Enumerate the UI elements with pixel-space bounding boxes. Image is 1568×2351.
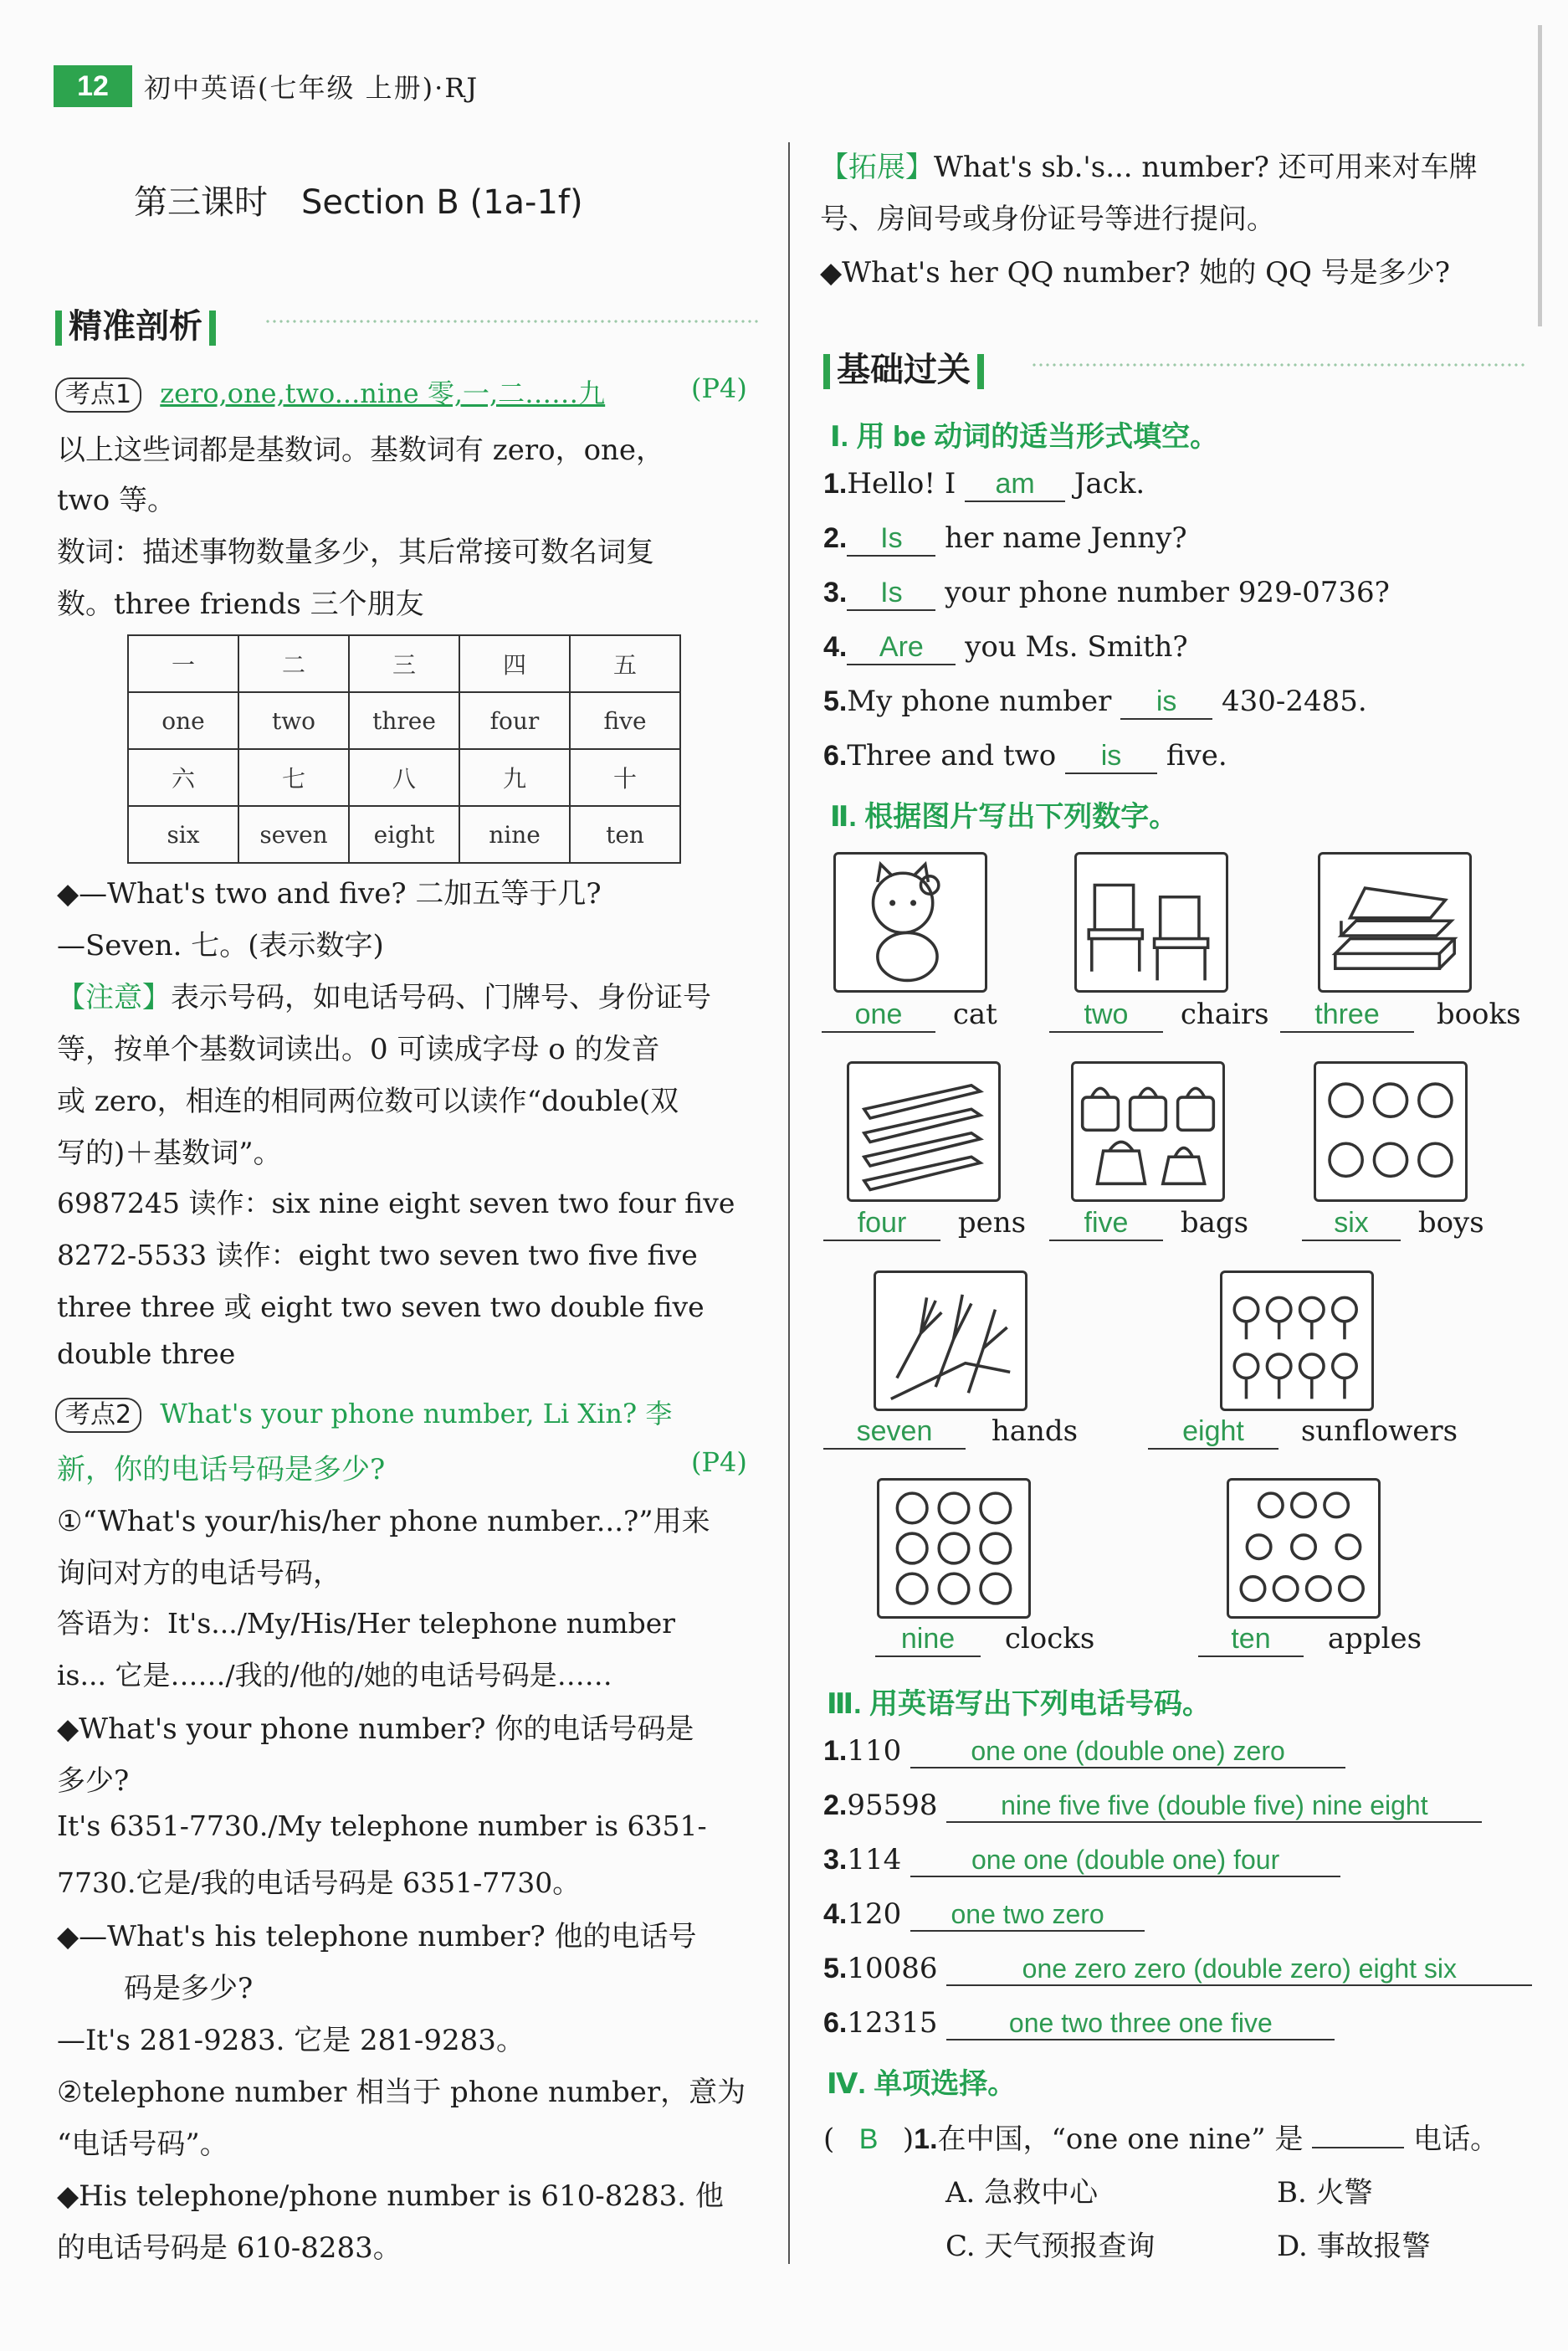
phone-number: 95598 [847, 1789, 938, 1822]
item-post: five. [1157, 739, 1227, 773]
page-number: 12 [54, 65, 132, 107]
picture-caption [1198, 1622, 1422, 1657]
picture-word: bags [1180, 1206, 1249, 1240]
picture-word: chairs [1180, 998, 1269, 1031]
item-number: 1. [823, 1735, 848, 1767]
chairs-picture [1074, 852, 1228, 993]
answer-blank[interactable]: one one (double one) four [910, 1845, 1340, 1877]
table-cell: 一 [128, 635, 238, 692]
note-line: 6987245 读作：six nine eight seven two four five [57, 1187, 735, 1219]
boys-picture [1314, 1061, 1468, 1202]
table-cell: seven [238, 806, 349, 863]
item-number: 3. [823, 1844, 848, 1876]
fill-item [823, 521, 1187, 557]
pens-picture [847, 1061, 1001, 1202]
picture-caption [823, 1206, 1026, 1241]
phone-number: 114 [847, 1843, 902, 1876]
question-stem: 在中国，“one one nine” 是 [937, 2123, 1304, 2156]
clocks-picture [877, 1478, 1031, 1619]
fill-item [823, 739, 1227, 774]
phone-item [823, 1734, 1345, 1768]
choice-answer[interactable]: B [858, 2123, 879, 2155]
table-cell: nine [459, 806, 570, 863]
text-line: ◆His telephone/phone number is 610-8283. 他 [57, 2179, 724, 2213]
apples-picture [1227, 1478, 1381, 1619]
kp2-tag: 考点2 [55, 1398, 141, 1433]
answer-blank[interactable]: Is [847, 522, 935, 557]
key-point-1 [55, 372, 605, 413]
item-number: 4. [823, 631, 848, 663]
picture-word: books [1436, 998, 1521, 1031]
answer-blank[interactable]: Is [847, 577, 935, 611]
table-cell: 七 [238, 749, 349, 806]
example-line: —Seven. 七。(表示数字) [57, 929, 384, 962]
phone-item [823, 1789, 1482, 1823]
item-post: Jack. [1065, 467, 1145, 500]
picture-word: boys [1417, 1206, 1484, 1240]
item-number: 5. [823, 1953, 848, 1984]
fill-item [823, 685, 1367, 720]
banner-analysis [55, 300, 758, 346]
bags-picture [1071, 1061, 1225, 1202]
answer-blank[interactable]: five [1049, 1207, 1163, 1241]
extension-text: What's sb.'s... number? 还可用来对车牌 [934, 151, 1478, 184]
book-title: 初中英语(七年级 上册)·RJ [144, 72, 479, 104]
text-line: two 等。 [57, 484, 177, 517]
picture-caption [823, 1414, 1078, 1450]
table-cell: 三 [349, 635, 459, 692]
picture-word: pens [957, 1206, 1027, 1240]
table-cell: two [238, 692, 349, 749]
picture-word: apples [1327, 1622, 1422, 1655]
kp1-title: zero,one,two...nine 零,一,二……九 [160, 377, 606, 409]
answer-blank[interactable]: one two zero [910, 1899, 1145, 1932]
item-number: 6. [823, 2007, 848, 2039]
kp1-tag: 考点1 [55, 377, 141, 413]
item-number: 2. [823, 1789, 848, 1821]
kp2-title: What's your phone number, Li Xin? 李 [160, 1398, 673, 1430]
extension-line: 号、房间号或身份证号等进行提问。 [820, 203, 1275, 236]
item-number: 6. [823, 740, 848, 772]
fill-item [823, 630, 1188, 665]
sunflowers-picture [1220, 1270, 1374, 1411]
section-3-title: Ⅲ. 用英语写出下列电话号码。 [827, 1688, 1212, 1720]
phone-item [823, 1843, 1340, 1877]
item-pre: Hello! I [847, 467, 966, 500]
paren-open: ( [823, 2123, 835, 2156]
table-cell: four [459, 692, 570, 749]
item-number: 5. [823, 685, 848, 717]
banner-text: 基础过关 [837, 351, 971, 389]
note-line: 8272-5533 读作：eight two seven two five five [57, 1239, 698, 1271]
page-edge [1538, 25, 1542, 326]
choice-question [823, 2116, 1499, 2157]
table-cell: 九 [459, 749, 570, 806]
item-post: 430-2485. [1212, 685, 1367, 718]
text-line: 询问对方的电话号码， [57, 1557, 341, 1590]
note-line: 写的)＋基数词”。 [57, 1137, 282, 1170]
answer-blank[interactable]: ten [1198, 1623, 1304, 1657]
text-line: ◆—What's his telephone number? 他的电话号 [57, 1920, 697, 1953]
table-cell: 八 [349, 749, 459, 806]
section-1-title: Ⅰ. 用 be 动词的适当形式填空。 [830, 421, 1219, 453]
answer-blank[interactable]: am [965, 468, 1065, 502]
item-post: your phone number 929-0736? [935, 576, 1390, 609]
table-cell: 六 [128, 749, 238, 806]
text-line: ②telephone number 相当于 phone number，意为 [57, 2076, 746, 2109]
cat-picture [833, 852, 987, 993]
answer-blank[interactable]: six [1302, 1207, 1401, 1241]
text-line: 的电话号码是 610-8283。 [57, 2231, 402, 2265]
extension-line [820, 144, 1478, 185]
text-line: “电话号码”。 [57, 2128, 228, 2161]
text-line: 答语为：It's.../My/His/Her telephone number [57, 1607, 676, 1640]
fill-item [823, 467, 1145, 502]
text-line: 多少? [57, 1764, 130, 1798]
option-b[interactable]: B. 火警 [1277, 2176, 1373, 2210]
item-number: 2. [823, 522, 848, 554]
phone-item [823, 1897, 1145, 1932]
note-line: 或 zero，相连的相同两位数可以读作“double(双 [57, 1085, 679, 1118]
text-line: is... 它是……/我的/他的/她的电话号码是…… [57, 1659, 612, 1691]
question-tail: 电话。 [1413, 2123, 1499, 2156]
column-divider [788, 142, 790, 2264]
fill-item [823, 576, 1390, 611]
phone-number: 120 [847, 1897, 902, 1931]
banner-text: 精准剖析 [69, 307, 202, 346]
books-picture [1318, 852, 1472, 993]
picture-caption [1148, 1414, 1458, 1450]
paren-close: ) [902, 2123, 915, 2156]
item-post: you Ms. Smith? [956, 630, 1188, 664]
answer-blank[interactable]: one two three one five [946, 2008, 1335, 2040]
item-number: 1. [914, 2123, 938, 2155]
kp2-title-cont: 新，你的电话号码是多少? [57, 1453, 386, 1486]
note-line: three three 或 eight two seven two double five [57, 1291, 705, 1323]
option-d[interactable]: D. 事故报警 [1277, 2230, 1431, 2263]
item-number: 4. [823, 1898, 848, 1930]
text-line: 以上这些词都是基数词。基数词有 zero，one， [57, 434, 665, 467]
phone-item [823, 1952, 1532, 1986]
banner-basics [823, 343, 1535, 389]
text-line: 数词：描述事物数量多少，其后常接可数名词复 [57, 536, 654, 569]
answer-blank[interactable]: seven [823, 1415, 966, 1450]
answer-blank[interactable]: is [1120, 685, 1212, 720]
table-cell: ten [570, 806, 680, 863]
table-cell: six [128, 806, 238, 863]
picture-caption [1049, 998, 1269, 1033]
text-line: 码是多少? [124, 1972, 254, 2005]
extension-tag: 【拓展】 [820, 151, 934, 184]
text-line: 7730.它是/我的电话号码是 6351-7730。 [57, 1866, 581, 1899]
phone-number: 110 [847, 1734, 902, 1768]
picture-caption [1280, 998, 1521, 1033]
text-line: —It's 281-9283. 它是 281-9283。 [57, 2024, 525, 2057]
phone-item [823, 2006, 1335, 2040]
text-line: 数。three friends 三个朋友 [57, 588, 424, 621]
table-cell: three [349, 692, 459, 749]
item-post: her name Jenny? [935, 521, 1187, 555]
text-line: ①“What's your/his/her phone number...?”用来 [57, 1505, 710, 1538]
picture-caption [1049, 1206, 1248, 1241]
text-line: ◆What's your phone number? 你的电话号码是 [57, 1712, 694, 1746]
table-cell: 四 [459, 635, 570, 692]
item-number: 1. [823, 468, 848, 500]
table-cell: 五 [570, 635, 680, 692]
kp1-ref: (P4) [691, 372, 747, 404]
answer-blank[interactable]: one zero zero (double zero) eight six [946, 1953, 1532, 1986]
hands-picture [874, 1270, 1027, 1411]
answer-blank[interactable]: is [1065, 740, 1157, 774]
example-line: ◆—What's two and five? 二加五等于几? [57, 877, 602, 911]
answer-blank[interactable]: one one (double one) zero [910, 1736, 1345, 1768]
note-line [57, 974, 711, 1015]
picture-caption [1302, 1206, 1484, 1241]
table-cell: one [128, 692, 238, 749]
table-cell: five [570, 692, 680, 749]
note-line: double three [57, 1337, 236, 1370]
answer-blank[interactable]: three [1280, 998, 1414, 1033]
picture-word: hands [991, 1414, 1079, 1448]
picture-caption [822, 998, 997, 1033]
kp2-ref: (P4) [691, 1446, 747, 1478]
item-pre: Three and two [847, 739, 1066, 773]
picture-word: cat [952, 998, 997, 1031]
answer-blank[interactable]: eight [1148, 1415, 1278, 1450]
option-c[interactable]: C. 天气预报查询 [945, 2230, 1156, 2263]
answer-blank[interactable]: one [822, 998, 935, 1033]
phone-number: 10086 [847, 1952, 938, 1985]
answer-blank[interactable]: four [823, 1207, 940, 1241]
section-2-title: Ⅱ. 根据图片写出下列数字。 [830, 801, 1178, 833]
note-text: 表示号码，如电话号码、门牌号、身份证号 [171, 981, 711, 1014]
section-4-title: Ⅳ. 单项选择。 [827, 2068, 1017, 2100]
answer-blank[interactable]: nine [875, 1623, 981, 1657]
item-number: 3. [823, 577, 848, 608]
picture-word: sunflowers [1300, 1414, 1458, 1448]
extension-line: ◆What's her QQ number? 她的 QQ 号是多少? [820, 256, 1450, 290]
option-a[interactable]: A. 急救中心 [945, 2176, 1099, 2210]
table-cell: 十 [570, 749, 680, 806]
note-tag: 【注意】 [57, 981, 171, 1014]
picture-word: clocks [1004, 1622, 1095, 1655]
phone-number: 12315 [847, 2006, 938, 2040]
answer-blank[interactable]: Are [847, 631, 956, 665]
table-cell: eight [349, 806, 459, 863]
item-pre: My phone number [847, 685, 1121, 718]
key-point-2 [55, 1393, 672, 1433]
answer-blank[interactable]: nine five five (double five) nine eight [946, 1790, 1482, 1823]
answer-blank[interactable]: two [1049, 998, 1163, 1033]
numbers-table [127, 634, 681, 864]
note-line: 等，按单个基数词读出。0 可读成字母 o 的发音 [57, 1033, 660, 1066]
picture-caption [875, 1622, 1094, 1657]
table-cell: 二 [238, 635, 349, 692]
text-line: It's 6351-7730./My telephone number is 6351- [57, 1809, 707, 1842]
lesson-title: 第三课时 Section B (1a-1f) [134, 183, 583, 222]
